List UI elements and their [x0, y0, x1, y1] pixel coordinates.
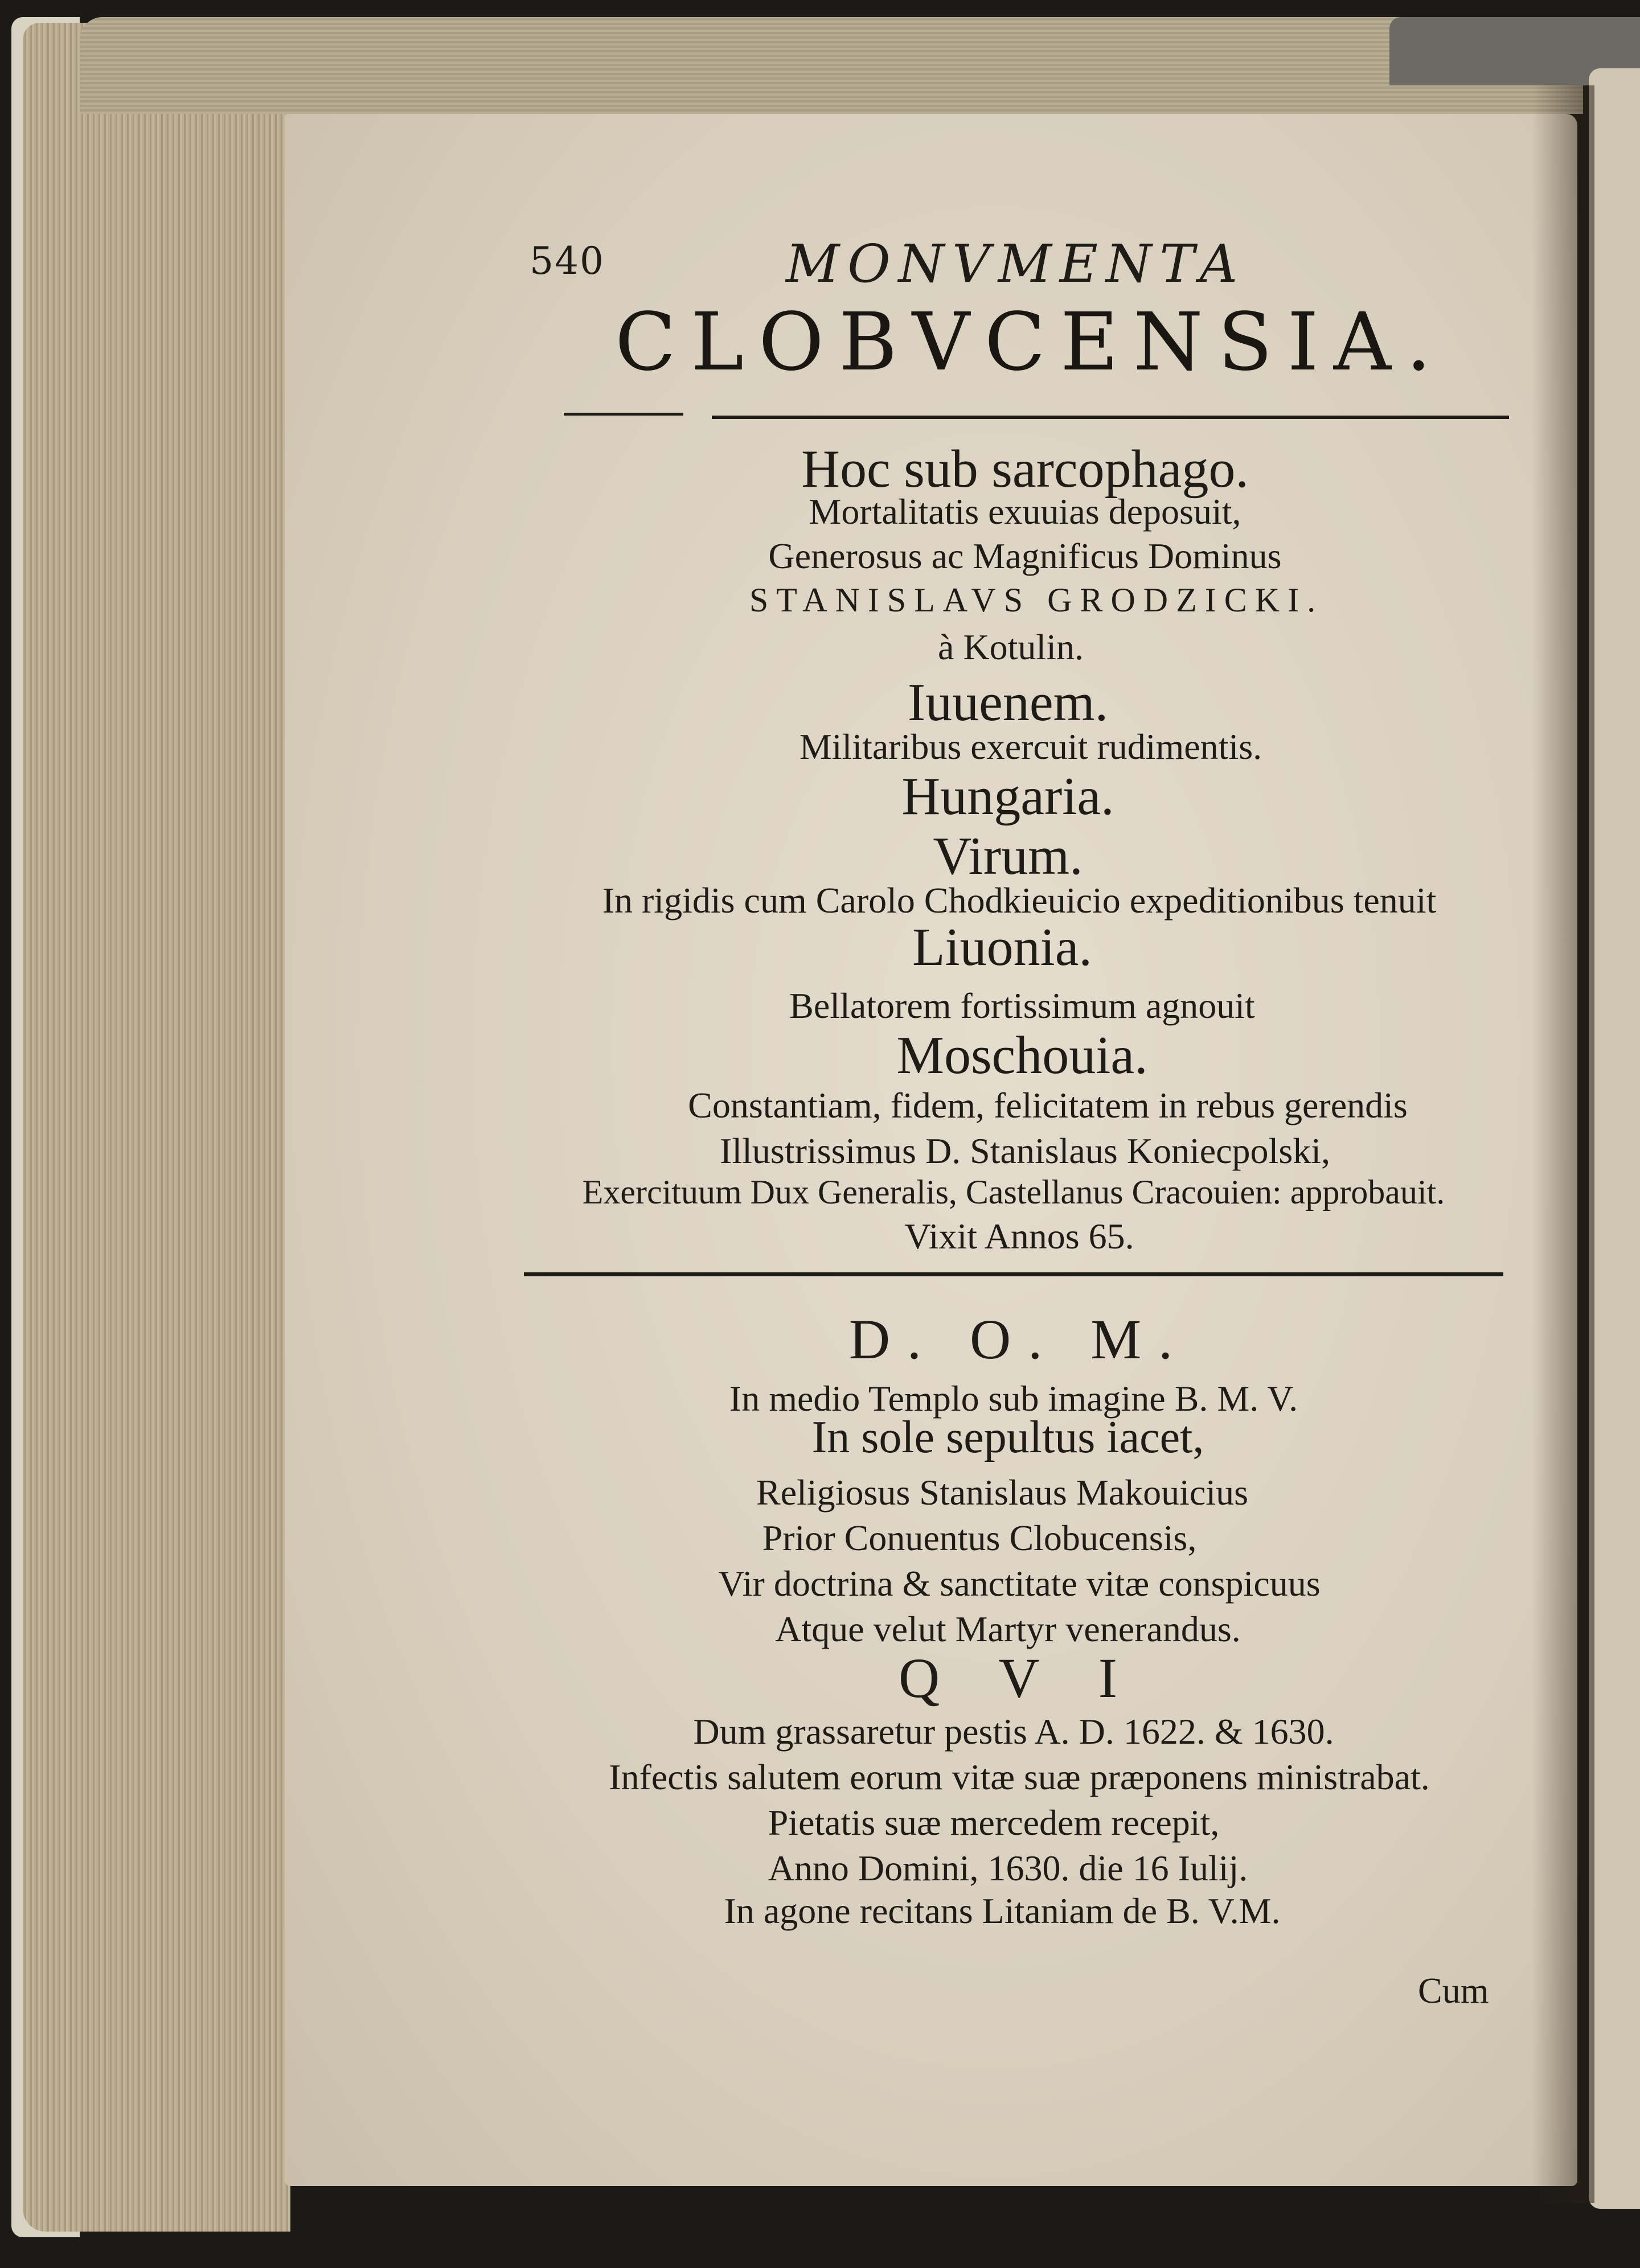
- epitaph1-line: à Kotulin.: [938, 627, 1084, 667]
- epitaph1-line: Vixit Annos 65.: [904, 1216, 1134, 1256]
- epitaph2-line: In sole sepultus iacet,: [811, 1412, 1204, 1462]
- section-rule: [524, 1272, 1503, 1276]
- epitaph1-line: Iuuenem.: [907, 673, 1109, 732]
- epitaph2-line: Dum grassaretur pestis A. D. 1622. & 1630.: [693, 1711, 1334, 1752]
- epitaph2-line: D. O. M.: [848, 1308, 1190, 1371]
- epitaph1-line: Generosus ac Magnificus Dominus: [768, 536, 1282, 576]
- epitaph1-line: Hungaria.: [901, 767, 1114, 826]
- epitaph2-line: Q V I: [898, 1646, 1141, 1710]
- epitaph2-line: Vir doctrina & sanctitate vitæ conspicuus: [718, 1563, 1321, 1604]
- header-rule-short: [564, 413, 683, 416]
- epitaph1-line: Hoc sub sarcophago.: [801, 439, 1249, 499]
- catchword: Cum: [1418, 1970, 1489, 2011]
- epitaph1-line: Exercituum Dux Generalis, Castellanus Cracouien: approbauit.: [582, 1173, 1445, 1211]
- epitaph1-line: Constantiam, fidem, felicitatem in rebus gerendis: [688, 1085, 1408, 1125]
- book-top-edge: [80, 17, 1583, 114]
- epitaph2-line: Prior Conuentus Clobucensis,: [762, 1518, 1197, 1558]
- page-number: 540: [530, 239, 605, 283]
- epitaph2-line: In agone recitans Litaniam de B. V.M.: [724, 1891, 1281, 1931]
- epitaph1-line: Liuonia.: [912, 918, 1092, 977]
- epitaph2-line: In medio Templo sub imagine B. M. V.: [729, 1378, 1298, 1419]
- epitaph2-line: Pietatis suæ mercedem recepit,: [768, 1802, 1220, 1843]
- epitaph2-line: Religiosus Stanislaus Makouicius: [756, 1472, 1248, 1513]
- epitaph2-line: Atque velut Martyr venerandus.: [775, 1609, 1241, 1649]
- epitaph2-line: Anno Domini, 1630. die 16 Iulij.: [768, 1848, 1248, 1888]
- epitaph1-line: Mortalitatis exuuias deposuit,: [809, 491, 1241, 532]
- gutter-shadow: [1532, 85, 1594, 2203]
- epitaph1-line: In rigidis cum Carolo Chodkieuicio expeditionibus tenuit: [602, 880, 1437, 921]
- epitaph2-line: Infectis salutem eorum vitæ suæ præponens ministrabat.: [609, 1757, 1430, 1797]
- page-title: CLOBVCENSIA.: [615, 296, 1446, 389]
- epitaph1-line: Moschouia.: [896, 1026, 1148, 1085]
- epitaph1-line: Militaribus exercuit rudimentis.: [799, 726, 1262, 767]
- facing-page: [1589, 68, 1640, 2209]
- running-head: MONVMENTA: [786, 233, 1246, 294]
- header-rule-long: [712, 416, 1509, 419]
- epitaph1-line: Bellatorem fortissimum agnouit: [789, 985, 1255, 1026]
- epitaph1-line: Illustrissimus D. Stanislaus Koniecpolski,: [720, 1131, 1330, 1171]
- epitaph1-line: STANISLAVS GRODZICKI.: [749, 581, 1324, 619]
- epitaph1-line: Virum.: [933, 827, 1083, 886]
- page-edges: [23, 23, 290, 2232]
